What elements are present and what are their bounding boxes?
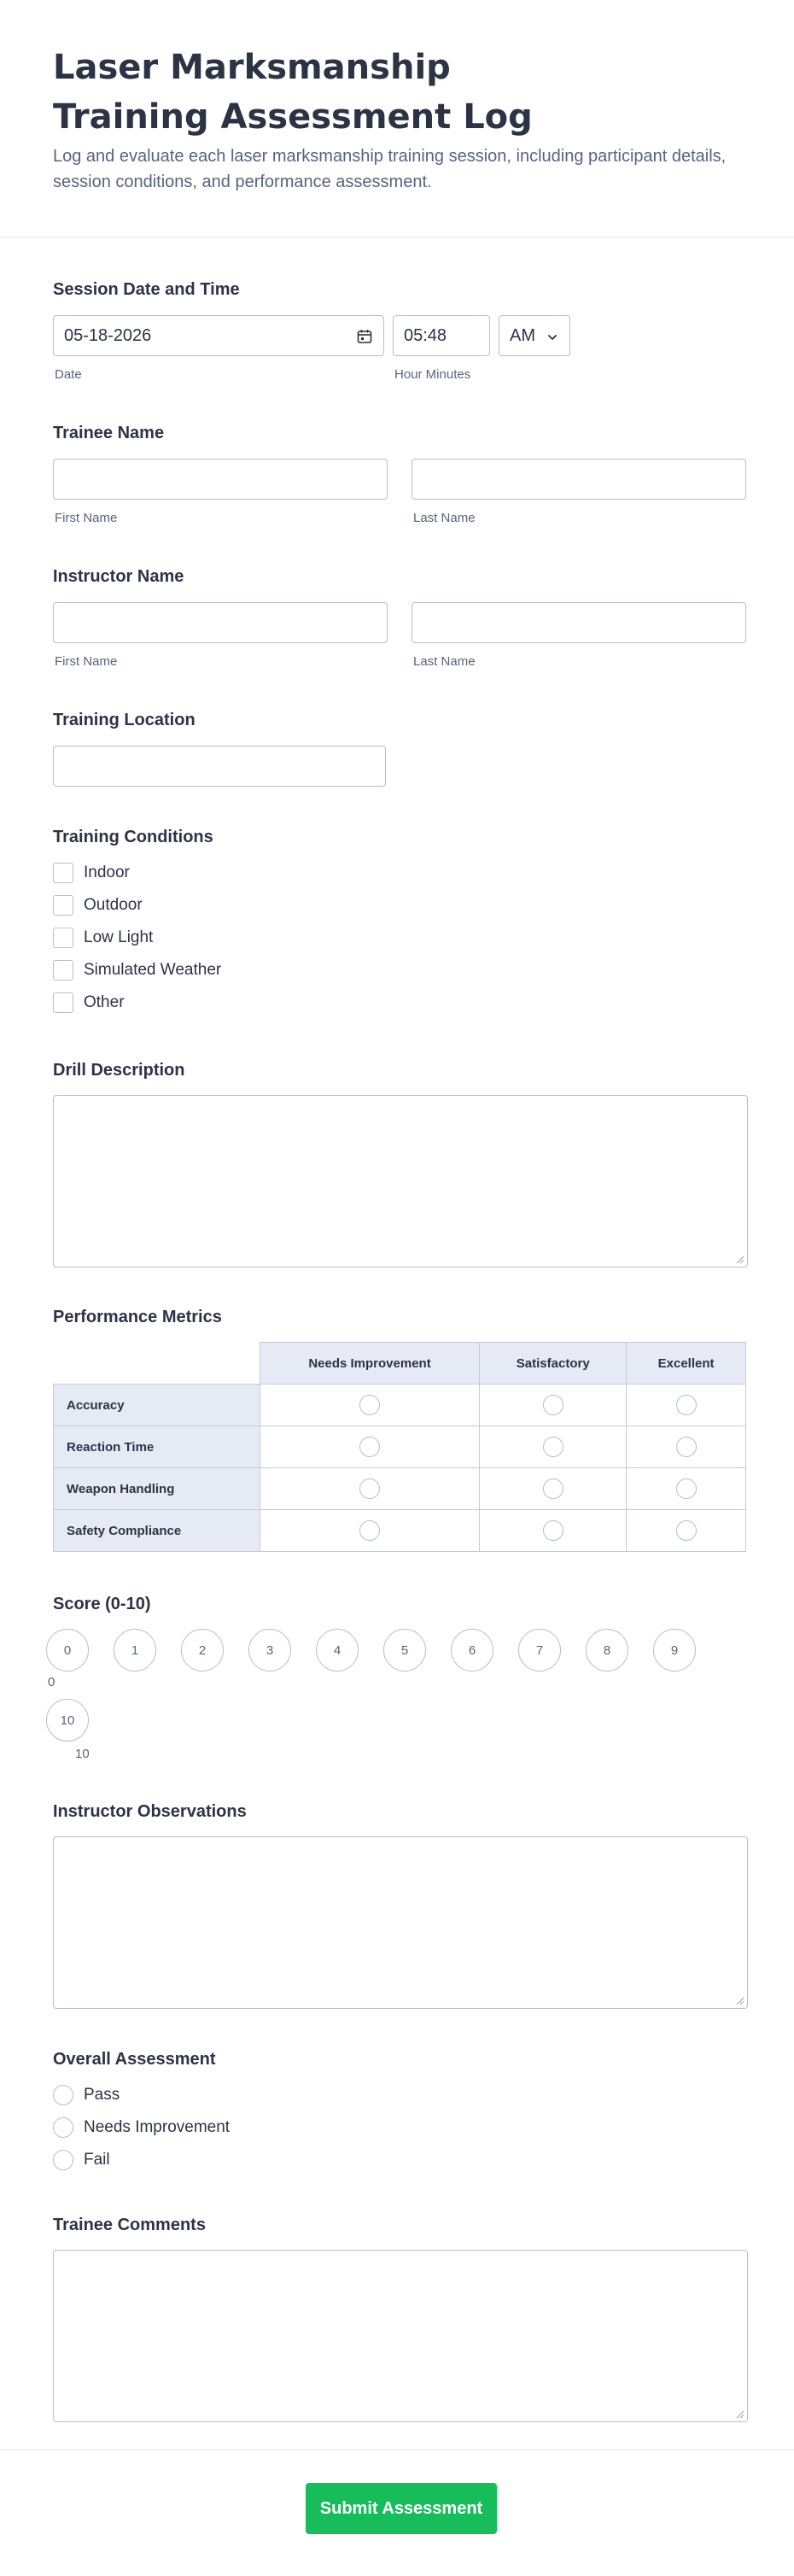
matrix-column-header: Needs Improvement xyxy=(260,1343,480,1385)
score-option[interactable]: 3 xyxy=(248,1629,291,1671)
condition-checkbox[interactable] xyxy=(53,960,73,981)
resize-handle-icon[interactable] xyxy=(735,1996,744,2005)
performance-metrics-matrix xyxy=(53,1342,746,1552)
matrix-row-label: Weapon Handling xyxy=(54,1468,260,1510)
form-footer xyxy=(0,2450,794,2576)
instructor-last-name-sublabel: Last Name xyxy=(413,654,476,669)
submit-button[interactable]: Submit Assessment xyxy=(306,2483,497,2534)
matrix-radio[interactable] xyxy=(676,1520,697,1541)
date-value: 05-18-2026 xyxy=(64,325,152,345)
trainee-comments-field xyxy=(53,2214,748,2427)
drill-description-field xyxy=(53,1059,748,1273)
overall-option-label: Fail xyxy=(84,2151,110,2169)
matrix-column-header: Satisfactory xyxy=(480,1343,627,1385)
matrix-row-label: Reaction Time xyxy=(54,1426,260,1468)
training-conditions-label: Training Conditions xyxy=(53,828,213,846)
drill-description-textarea[interactable] xyxy=(53,1095,748,1268)
instructor-last-name-input[interactable] xyxy=(412,602,746,643)
form-description: Log and evaluate each laser marksmanship training session, including participant details, session conditions, and performance assessment. xyxy=(53,147,727,191)
matrix-row-label: Safety Compliance xyxy=(54,1510,260,1552)
trainee-first-name-sublabel: First Name xyxy=(55,511,118,525)
trainee-name-field xyxy=(53,422,748,533)
matrix-header-row xyxy=(54,1343,746,1385)
performance-metrics-label: Performance Metrics xyxy=(53,1308,222,1326)
drill-description-label: Drill Description xyxy=(53,1061,185,1080)
matrix-row xyxy=(54,1426,746,1468)
matrix-cell[interactable] xyxy=(260,1468,480,1510)
overall-radio[interactable] xyxy=(53,2150,73,2170)
instructor-first-name-input[interactable] xyxy=(53,602,388,643)
matrix-radio[interactable] xyxy=(543,1520,563,1541)
calendar-icon[interactable] xyxy=(356,328,373,345)
score-field xyxy=(44,1593,748,1772)
trainee-first-name-input[interactable] xyxy=(53,459,388,500)
score-option[interactable]: 2 xyxy=(181,1629,224,1671)
matrix-radio[interactable] xyxy=(543,1395,563,1415)
overall-assessment-label: Overall Assessment xyxy=(53,2050,216,2069)
score-option[interactable]: 4 xyxy=(316,1629,359,1671)
matrix-row xyxy=(54,1468,746,1510)
session-datetime-label: Session Date and Time xyxy=(53,280,240,299)
matrix-cell[interactable] xyxy=(480,1510,627,1552)
condition-option-label: Other xyxy=(84,993,125,1011)
matrix-column-header: Excellent xyxy=(627,1343,746,1385)
overall-radio[interactable] xyxy=(53,2117,73,2138)
condition-option-label: Simulated Weather xyxy=(84,961,222,979)
overall-option[interactable] xyxy=(53,2148,110,2172)
instructor-first-name-sublabel: First Name xyxy=(55,654,118,669)
instructor-name-field xyxy=(53,565,748,676)
overall-option-label: Needs Improvement xyxy=(84,2118,231,2136)
trainee-last-name-input[interactable] xyxy=(412,459,746,500)
chevron-down-icon xyxy=(546,330,559,343)
score-option[interactable]: 7 xyxy=(518,1629,561,1671)
instructor-name-label: Instructor Name xyxy=(53,567,184,586)
date-sublabel: Date xyxy=(55,367,82,382)
time-value: 05:48 xyxy=(404,325,447,345)
ampm-value: AM xyxy=(510,325,535,345)
overall-radio[interactable] xyxy=(53,2085,73,2105)
matrix-cell[interactable] xyxy=(480,1426,627,1468)
matrix-cell[interactable] xyxy=(260,1510,480,1552)
overall-assessment-field xyxy=(53,2048,748,2185)
score-option[interactable]: 1 xyxy=(114,1629,156,1671)
condition-checkbox[interactable] xyxy=(53,895,73,916)
matrix-radio[interactable] xyxy=(359,1520,380,1541)
score-option[interactable]: 0 xyxy=(46,1629,89,1671)
matrix-cell[interactable] xyxy=(627,1510,746,1552)
resize-handle-icon[interactable] xyxy=(735,1255,744,1263)
training-location-input[interactable] xyxy=(53,746,386,787)
matrix-row xyxy=(54,1510,746,1552)
matrix-cell[interactable] xyxy=(627,1426,746,1468)
session-datetime-field xyxy=(53,278,748,389)
matrix-cell[interactable] xyxy=(627,1468,746,1510)
condition-checkbox[interactable] xyxy=(53,992,73,1013)
trainee-comments-label: Trainee Comments xyxy=(53,2216,206,2234)
matrix-row xyxy=(54,1385,746,1426)
matrix-radio[interactable] xyxy=(676,1395,697,1415)
instructor-observations-label: Instructor Observations xyxy=(53,1802,247,1821)
score-min-label: 0 xyxy=(48,1675,55,1689)
time-sublabel: Hour Minutes xyxy=(394,367,471,382)
condition-option[interactable] xyxy=(53,926,153,950)
score-option[interactable]: 9 xyxy=(653,1629,696,1671)
matrix-row-label: Accuracy xyxy=(54,1385,260,1426)
matrix-radio[interactable] xyxy=(676,1437,697,1457)
training-conditions-field xyxy=(53,826,748,1022)
condition-option-label: Low Light xyxy=(84,928,154,946)
condition-option-label: Outdoor xyxy=(84,896,143,914)
matrix-cell[interactable] xyxy=(627,1385,746,1426)
matrix-corner xyxy=(54,1343,260,1385)
condition-checkbox[interactable] xyxy=(53,928,73,948)
matrix-radio[interactable] xyxy=(676,1478,697,1499)
overall-option-label: Pass xyxy=(84,2086,120,2104)
matrix-radio[interactable] xyxy=(359,1437,380,1457)
condition-checkbox[interactable] xyxy=(53,863,73,883)
matrix-cell[interactable] xyxy=(260,1426,480,1468)
score-option[interactable]: 5 xyxy=(383,1629,426,1671)
performance-metrics-field xyxy=(53,1306,748,1562)
instructor-observations-field xyxy=(53,1800,748,2014)
instructor-observations-textarea[interactable] xyxy=(53,1836,748,2009)
matrix-radio[interactable] xyxy=(543,1478,563,1499)
score-max-label: 10 xyxy=(75,1747,90,1761)
overall-option[interactable] xyxy=(53,2116,230,2140)
condition-option-label: Indoor xyxy=(84,864,130,881)
time-input[interactable] xyxy=(393,315,490,356)
score-option[interactable]: 8 xyxy=(586,1629,628,1671)
condition-option[interactable] xyxy=(53,861,130,885)
form-title: Laser Marksmanship Training Assessment Log xyxy=(53,48,533,137)
condition-option[interactable] xyxy=(53,893,143,917)
matrix-radio[interactable] xyxy=(543,1437,563,1457)
matrix-cell[interactable] xyxy=(480,1468,627,1510)
score-label: Score (0-10) xyxy=(53,1595,151,1613)
condition-option[interactable] xyxy=(53,958,221,982)
overall-option[interactable] xyxy=(53,2083,120,2107)
score-option[interactable]: 6 xyxy=(451,1629,493,1671)
trainee-name-label: Trainee Name xyxy=(53,424,165,442)
trainee-comments-textarea[interactable] xyxy=(53,2250,748,2422)
ampm-select[interactable] xyxy=(499,315,570,356)
date-input[interactable] xyxy=(53,315,384,356)
trainee-last-name-sublabel: Last Name xyxy=(413,511,476,525)
score-option[interactable]: 10 xyxy=(46,1699,89,1742)
matrix-cell[interactable] xyxy=(480,1385,627,1426)
condition-option[interactable] xyxy=(53,991,125,1015)
training-location-label: Training Location xyxy=(53,711,196,729)
form-header xyxy=(0,0,794,237)
matrix-radio[interactable] xyxy=(359,1395,380,1415)
matrix-radio[interactable] xyxy=(359,1478,380,1499)
matrix-cell[interactable] xyxy=(260,1385,480,1426)
training-location-field xyxy=(53,709,748,794)
resize-handle-icon[interactable] xyxy=(735,2409,744,2418)
